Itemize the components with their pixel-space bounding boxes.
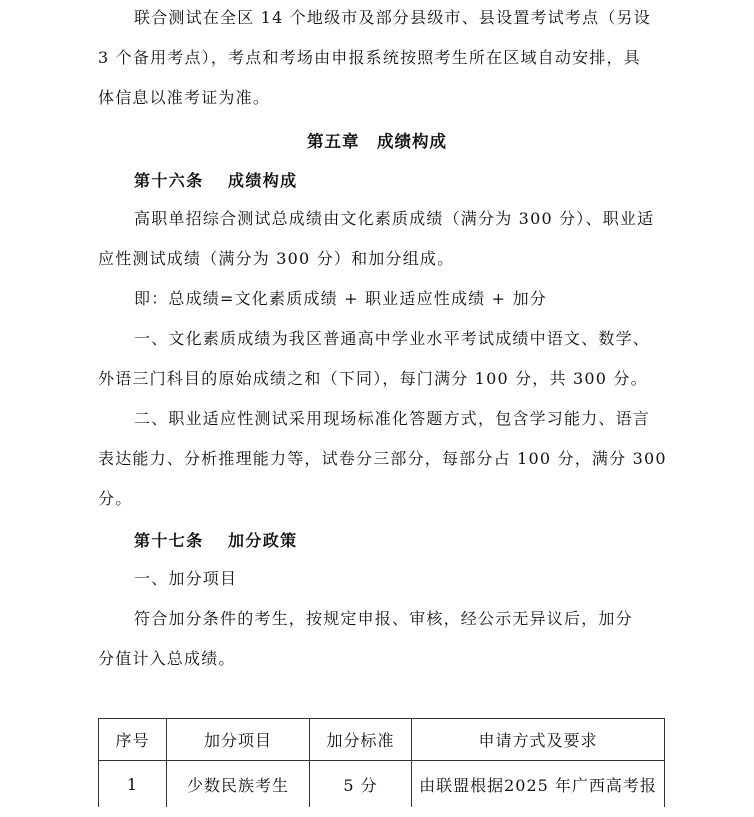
chapter-title: 第五章 成绩构成 <box>307 132 447 151</box>
section-heading: 一、加分项目 <box>134 569 238 588</box>
article-heading: 第十七条 加分政策 <box>134 531 298 550</box>
paragraph-line: 分值计入总成绩。 <box>98 649 236 668</box>
paragraph-line: 分。 <box>98 489 133 508</box>
paragraph-line: 3 个备用考点），考点和考场由申报系统按照考生所在区域自动安排，具 <box>98 48 641 67</box>
bonus-table <box>98 718 665 807</box>
table-cell: 由联盟根据2025 年广西高考报 <box>412 761 665 808</box>
table-row <box>99 761 665 808</box>
table-header-cell: 申请方式及要求 <box>412 719 665 761</box>
table-header-row <box>99 719 665 761</box>
paragraph-line: 应性测试成绩（满分为 300 分）和加分组成。 <box>98 249 455 268</box>
formula-line: 即：总成绩=文化素质成绩 + 职业适应性成绩 + 加分 <box>134 289 547 308</box>
paragraph-line: 符合加分条件的考生，按规定申报、审核，经公示无异议后，加分 <box>134 609 633 628</box>
table-cell: 少数民族考生 <box>167 761 310 808</box>
paragraph-line: 高职单招综合测试总成绩由文化素质成绩（满分为 300 分）、职业适 <box>134 209 655 228</box>
paragraph-line: 体信息以准考证为准。 <box>98 88 271 107</box>
table-cell: 1 <box>99 761 167 808</box>
article-heading: 第十六条 成绩构成 <box>134 171 298 190</box>
paragraph-line: 一、文化素质成绩为我区普通高中学业水平考试成绩中语文、数学、 <box>134 329 651 348</box>
paragraph-line: 联合测试在全区 14 个地级市及部分县级市、县设置考试考点（另设 <box>134 8 651 27</box>
paragraph-line: 外语三门科目的原始成绩之和（下同），每门满分 100 分，共 300 分。 <box>98 369 648 388</box>
table-header-cell: 加分标准 <box>310 719 412 761</box>
table-header-cell: 序号 <box>99 719 167 761</box>
paragraph-line: 表达能力、分析推理能力等，试卷分三部分，每部分占 100 分，满分 300 <box>98 449 667 468</box>
table-header-cell: 加分项目 <box>167 719 310 761</box>
paragraph-line: 二、职业适应性测试采用现场标准化答题方式，包含学习能力、语言 <box>134 409 651 428</box>
table-cell: 5 分 <box>310 761 412 808</box>
